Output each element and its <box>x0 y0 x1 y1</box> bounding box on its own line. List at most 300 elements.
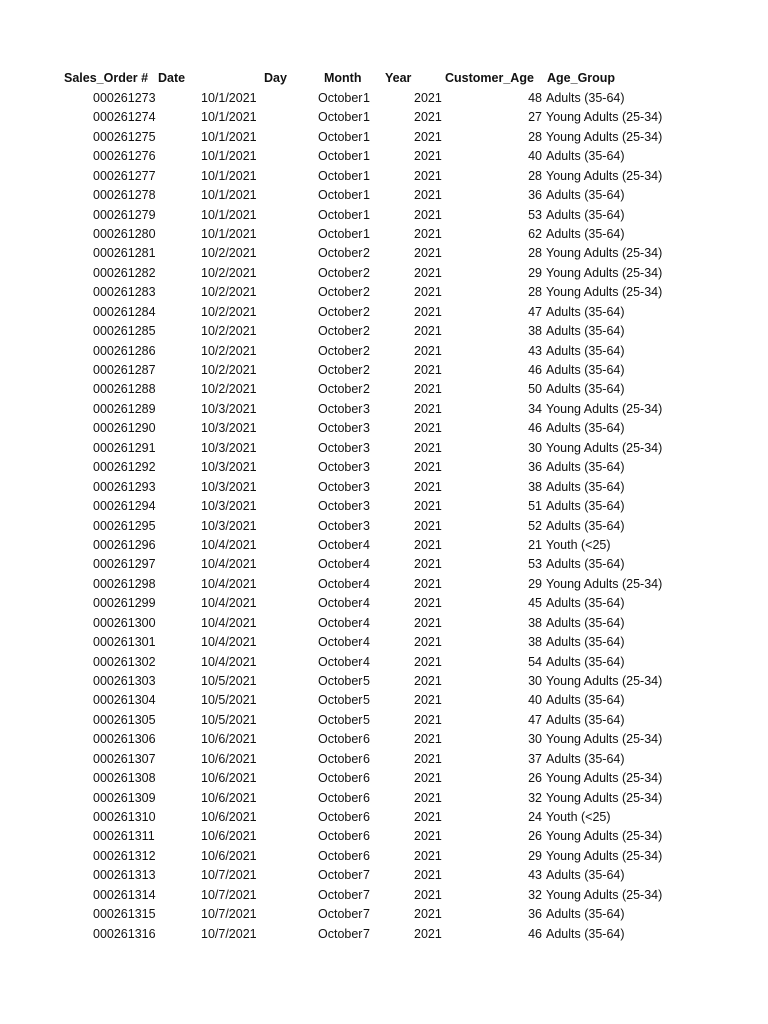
cell-customer-age: 29 <box>528 848 542 863</box>
cell-month: October <box>318 673 363 688</box>
cell-customer-age: 48 <box>528 91 542 105</box>
table-row <box>0 244 768 263</box>
cell-age-group: Adults (35-64) <box>546 363 625 377</box>
cell-year: 2021 <box>414 343 442 358</box>
cell-sales-order: 000261310 <box>93 809 156 824</box>
cell-age-group: Young Adults (25-34) <box>546 110 663 125</box>
cell-customer-age: 46 <box>528 421 542 436</box>
cell-year: 2021 <box>414 91 442 105</box>
cell-customer-age: 28 <box>528 285 542 300</box>
cell-sales-order: 000261284 <box>93 304 156 319</box>
cell-age-group: Adults (35-64) <box>546 343 625 358</box>
cell-day: 1 <box>363 168 370 183</box>
cell-sales-order: 000261283 <box>93 285 156 300</box>
cell-customer-age: 54 <box>528 654 542 669</box>
cell-day: 4 <box>363 635 370 649</box>
header-year: Year <box>385 71 412 85</box>
cell-year: 2021 <box>414 673 442 688</box>
cell-day: 3 <box>363 421 370 436</box>
cell-customer-age: 62 <box>528 227 542 241</box>
cell-sales-order: 000261315 <box>93 907 156 922</box>
cell-sales-order: 000261294 <box>93 499 156 513</box>
cell-customer-age: 52 <box>528 518 542 533</box>
cell-day: 4 <box>363 557 370 572</box>
cell-month: October <box>318 479 363 494</box>
cell-month: October <box>318 129 363 144</box>
table-row <box>0 225 768 244</box>
cell-customer-age: 27 <box>528 110 542 125</box>
cell-year: 2021 <box>414 926 442 941</box>
cell-customer-age: 47 <box>528 304 542 319</box>
cell-month: October <box>318 693 363 708</box>
cell-age-group: Adults (35-64) <box>546 926 625 941</box>
cell-month: October <box>318 907 363 922</box>
cell-year: 2021 <box>414 227 442 241</box>
cell-customer-age: 30 <box>528 440 542 455</box>
cell-date: 10/3/2021 <box>201 499 257 513</box>
table-row <box>0 419 768 438</box>
table-row <box>0 905 768 924</box>
cell-age-group: Adults (35-64) <box>546 460 625 475</box>
cell-date: 10/4/2021 <box>201 557 257 572</box>
cell-month: October <box>318 926 363 941</box>
cell-year: 2021 <box>414 596 442 611</box>
table-row <box>0 303 768 322</box>
cell-year: 2021 <box>414 188 442 203</box>
cell-day: 6 <box>363 751 370 766</box>
cell-day: 6 <box>363 809 370 824</box>
cell-age-group: Adults (35-64) <box>546 188 625 203</box>
cell-sales-order: 000261309 <box>93 790 156 805</box>
cell-date: 10/6/2021 <box>201 751 257 766</box>
cell-month: October <box>318 790 363 805</box>
cell-day: 3 <box>363 401 370 416</box>
cell-age-group: Adults (35-64) <box>546 635 625 649</box>
table-row <box>0 478 768 497</box>
cell-day: 1 <box>363 110 370 125</box>
table-row <box>0 108 768 127</box>
cell-sales-order: 000261279 <box>93 207 156 222</box>
cell-sales-order: 000261299 <box>93 596 156 611</box>
table-row <box>0 147 768 166</box>
table-row <box>0 769 768 788</box>
cell-date: 10/7/2021 <box>201 907 257 922</box>
cell-sales-order: 000261296 <box>93 537 156 552</box>
cell-customer-age: 21 <box>528 537 542 552</box>
table-row <box>0 458 768 477</box>
cell-day: 4 <box>363 615 370 630</box>
cell-month: October <box>318 207 363 222</box>
cell-day: 2 <box>363 304 370 319</box>
cell-age-group: Adults (35-64) <box>546 149 625 164</box>
cell-age-group: Young Adults (25-34) <box>546 401 663 416</box>
cell-date: 10/7/2021 <box>201 887 257 902</box>
cell-date: 10/6/2021 <box>201 732 257 747</box>
cell-day: 6 <box>363 790 370 805</box>
cell-month: October <box>318 771 363 785</box>
cell-date: 10/2/2021 <box>201 324 257 339</box>
cell-customer-age: 24 <box>528 809 542 824</box>
table-row <box>0 886 768 905</box>
cell-day: 5 <box>363 693 370 708</box>
table-row <box>0 439 768 458</box>
cell-month: October <box>318 246 363 261</box>
cell-date: 10/2/2021 <box>201 265 257 280</box>
cell-day: 1 <box>363 129 370 144</box>
table-row <box>0 653 768 672</box>
cell-year: 2021 <box>414 285 442 300</box>
cell-date: 10/5/2021 <box>201 673 257 688</box>
cell-year: 2021 <box>414 771 442 785</box>
cell-date: 10/6/2021 <box>201 848 257 863</box>
cell-date: 10/4/2021 <box>201 635 257 649</box>
cell-sales-order: 000261281 <box>93 246 156 261</box>
cell-sales-order: 000261298 <box>93 576 156 591</box>
cell-month: October <box>318 654 363 669</box>
cell-day: 3 <box>363 440 370 455</box>
cell-sales-order: 000261275 <box>93 129 156 144</box>
cell-year: 2021 <box>414 324 442 339</box>
cell-sales-order: 000261304 <box>93 693 156 708</box>
cell-customer-age: 30 <box>528 673 542 688</box>
cell-age-group: Young Adults (25-34) <box>546 265 663 280</box>
header-day: Day <box>264 71 287 85</box>
table-row <box>0 750 768 769</box>
table-row <box>0 594 768 613</box>
cell-sales-order: 000261287 <box>93 363 156 377</box>
cell-customer-age: 26 <box>528 771 542 785</box>
cell-customer-age: 28 <box>528 129 542 144</box>
cell-date: 10/6/2021 <box>201 790 257 805</box>
cell-age-group: Young Adults (25-34) <box>546 576 663 591</box>
cell-age-group: Young Adults (25-34) <box>546 848 663 863</box>
cell-date: 10/7/2021 <box>201 926 257 941</box>
cell-date: 10/5/2021 <box>201 693 257 708</box>
cell-customer-age: 37 <box>528 751 542 766</box>
cell-month: October <box>318 401 363 416</box>
cell-age-group: Adults (35-64) <box>546 421 625 436</box>
cell-age-group: Young Adults (25-34) <box>546 168 663 183</box>
cell-year: 2021 <box>414 576 442 591</box>
cell-customer-age: 47 <box>528 712 542 727</box>
cell-customer-age: 36 <box>528 460 542 475</box>
cell-month: October <box>318 285 363 300</box>
cell-date: 10/3/2021 <box>201 479 257 494</box>
cell-age-group: Adults (35-64) <box>546 907 625 922</box>
header-date: Date <box>158 71 186 85</box>
table-row <box>0 89 768 108</box>
cell-year: 2021 <box>414 693 442 708</box>
cell-year: 2021 <box>414 557 442 572</box>
cell-age-group: Young Adults (25-34) <box>546 790 663 805</box>
cell-year: 2021 <box>414 129 442 144</box>
cell-customer-age: 46 <box>528 926 542 941</box>
cell-year: 2021 <box>414 654 442 669</box>
table-row <box>0 808 768 827</box>
cell-day: 1 <box>363 207 370 222</box>
header-age-group: Age_Group <box>547 71 616 85</box>
cell-day: 6 <box>363 848 370 863</box>
cell-year: 2021 <box>414 712 442 727</box>
cell-day: 2 <box>363 363 370 377</box>
cell-age-group: Adults (35-64) <box>546 91 625 105</box>
cell-month: October <box>318 168 363 183</box>
table-row <box>0 711 768 730</box>
cell-sales-order: 000261302 <box>93 654 156 669</box>
cell-year: 2021 <box>414 382 442 397</box>
cell-sales-order: 000261313 <box>93 868 156 883</box>
cell-date: 10/4/2021 <box>201 537 257 552</box>
cell-day: 2 <box>363 285 370 300</box>
cell-year: 2021 <box>414 460 442 475</box>
table-header-row <box>0 69 768 88</box>
cell-sales-order: 000261274 <box>93 110 156 125</box>
cell-year: 2021 <box>414 479 442 494</box>
cell-date: 10/6/2021 <box>201 771 257 785</box>
table-row <box>0 400 768 419</box>
cell-month: October <box>318 499 363 513</box>
cell-month: October <box>318 596 363 611</box>
cell-month: October <box>318 343 363 358</box>
cell-year: 2021 <box>414 635 442 649</box>
cell-month: October <box>318 712 363 727</box>
table-row <box>0 167 768 186</box>
table-row <box>0 847 768 866</box>
cell-age-group: Young Adults (25-34) <box>546 771 663 785</box>
cell-customer-age: 53 <box>528 557 542 572</box>
cell-customer-age: 32 <box>528 887 542 902</box>
cell-age-group: Adults (35-64) <box>546 596 625 611</box>
cell-date: 10/1/2021 <box>201 110 257 125</box>
cell-date: 10/2/2021 <box>201 246 257 261</box>
cell-year: 2021 <box>414 615 442 630</box>
cell-age-group: Adults (35-64) <box>546 207 625 222</box>
cell-day: 4 <box>363 537 370 552</box>
cell-customer-age: 38 <box>528 324 542 339</box>
cell-year: 2021 <box>414 421 442 436</box>
cell-day: 3 <box>363 460 370 475</box>
cell-customer-age: 29 <box>528 265 542 280</box>
cell-age-group: Adults (35-64) <box>546 557 625 572</box>
cell-year: 2021 <box>414 868 442 883</box>
table-row <box>0 789 768 808</box>
cell-day: 1 <box>363 91 370 105</box>
cell-month: October <box>318 265 363 280</box>
cell-sales-order: 000261308 <box>93 771 156 785</box>
cell-sales-order: 000261289 <box>93 401 156 416</box>
table-row <box>0 633 768 652</box>
table-row <box>0 361 768 380</box>
cell-day: 2 <box>363 324 370 339</box>
cell-date: 10/1/2021 <box>201 91 257 105</box>
cell-month: October <box>318 848 363 863</box>
cell-customer-age: 34 <box>528 401 542 416</box>
cell-day: 7 <box>363 907 370 922</box>
table-row <box>0 322 768 341</box>
cell-year: 2021 <box>414 790 442 805</box>
table-row <box>0 672 768 691</box>
cell-date: 10/1/2021 <box>201 168 257 183</box>
cell-year: 2021 <box>414 732 442 747</box>
table-row <box>0 283 768 302</box>
cell-age-group: Adults (35-64) <box>546 751 625 766</box>
cell-sales-order: 000261278 <box>93 188 156 203</box>
cell-sales-order: 000261290 <box>93 421 156 436</box>
cell-day: 2 <box>363 265 370 280</box>
cell-month: October <box>318 363 363 377</box>
cell-day: 4 <box>363 654 370 669</box>
cell-year: 2021 <box>414 110 442 125</box>
cell-age-group: Youth (<25) <box>546 809 611 824</box>
cell-month: October <box>318 615 363 630</box>
cell-age-group: Adults (35-64) <box>546 479 625 494</box>
table-row <box>0 264 768 283</box>
cell-day: 3 <box>363 499 370 513</box>
cell-date: 10/4/2021 <box>201 654 257 669</box>
cell-day: 7 <box>363 926 370 941</box>
cell-customer-age: 50 <box>528 382 542 397</box>
cell-date: 10/1/2021 <box>201 149 257 164</box>
cell-age-group: Adults (35-64) <box>546 304 625 319</box>
cell-year: 2021 <box>414 518 442 533</box>
cell-date: 10/3/2021 <box>201 460 257 475</box>
cell-sales-order: 000261286 <box>93 343 156 358</box>
cell-day: 3 <box>363 518 370 533</box>
cell-age-group: Adults (35-64) <box>546 868 625 883</box>
cell-month: October <box>318 91 363 105</box>
table-row <box>0 614 768 633</box>
cell-sales-order: 000261303 <box>93 673 156 688</box>
cell-age-group: Young Adults (25-34) <box>546 246 663 261</box>
cell-year: 2021 <box>414 499 442 513</box>
cell-month: October <box>318 188 363 203</box>
cell-age-group: Adults (35-64) <box>546 654 625 669</box>
cell-day: 4 <box>363 596 370 611</box>
table-row <box>0 925 768 944</box>
cell-sales-order: 000261288 <box>93 382 156 397</box>
cell-age-group: Youth (<25) <box>546 537 611 552</box>
cell-month: October <box>318 518 363 533</box>
cell-sales-order: 000261305 <box>93 712 156 727</box>
cell-month: October <box>318 382 363 397</box>
cell-customer-age: 51 <box>528 499 542 513</box>
cell-sales-order: 000261295 <box>93 518 156 533</box>
cell-age-group: Adults (35-64) <box>546 693 625 708</box>
cell-customer-age: 26 <box>528 829 542 844</box>
cell-age-group: Young Adults (25-34) <box>546 887 663 902</box>
cell-month: October <box>318 227 363 241</box>
cell-day: 5 <box>363 712 370 727</box>
cell-year: 2021 <box>414 829 442 844</box>
cell-month: October <box>318 110 363 125</box>
table-row <box>0 497 768 516</box>
cell-day: 1 <box>363 149 370 164</box>
cell-customer-age: 46 <box>528 363 542 377</box>
cell-year: 2021 <box>414 887 442 902</box>
cell-customer-age: 40 <box>528 149 542 164</box>
cell-age-group: Young Adults (25-34) <box>546 829 663 844</box>
cell-sales-order: 000261273 <box>93 91 156 105</box>
cell-customer-age: 38 <box>528 615 542 630</box>
cell-date: 10/2/2021 <box>201 363 257 377</box>
cell-sales-order: 000261314 <box>93 887 156 902</box>
cell-date: 10/2/2021 <box>201 343 257 358</box>
cell-day: 1 <box>363 188 370 203</box>
cell-sales-order: 000261301 <box>93 635 156 649</box>
cell-sales-order: 000261285 <box>93 324 156 339</box>
cell-month: October <box>318 868 363 883</box>
table-row <box>0 691 768 710</box>
cell-year: 2021 <box>414 265 442 280</box>
cell-month: October <box>318 460 363 475</box>
table-row <box>0 380 768 399</box>
cell-customer-age: 36 <box>528 907 542 922</box>
cell-sales-order: 000261280 <box>93 227 156 241</box>
cell-day: 5 <box>363 673 370 688</box>
cell-day: 7 <box>363 868 370 883</box>
cell-day: 6 <box>363 771 370 785</box>
cell-sales-order: 000261311 <box>93 829 155 844</box>
cell-date: 10/3/2021 <box>201 518 257 533</box>
cell-month: October <box>318 304 363 319</box>
cell-month: October <box>318 829 363 844</box>
cell-sales-order: 000261282 <box>93 265 156 280</box>
cell-customer-age: 43 <box>528 868 542 883</box>
cell-sales-order: 000261291 <box>93 440 156 455</box>
cell-sales-order: 000261277 <box>93 168 156 183</box>
cell-date: 10/4/2021 <box>201 615 257 630</box>
cell-month: October <box>318 440 363 455</box>
cell-month: October <box>318 557 363 572</box>
cell-age-group: Adults (35-64) <box>546 227 625 241</box>
table-row <box>0 186 768 205</box>
cell-date: 10/3/2021 <box>201 440 257 455</box>
cell-date: 10/6/2021 <box>201 829 257 844</box>
cell-month: October <box>318 421 363 436</box>
cell-sales-order: 000261292 <box>93 460 156 475</box>
cell-year: 2021 <box>414 149 442 164</box>
cell-customer-age: 38 <box>528 479 542 494</box>
cell-month: October <box>318 887 363 902</box>
cell-year: 2021 <box>414 848 442 863</box>
cell-sales-order: 000261300 <box>93 615 156 630</box>
cell-sales-order: 000261297 <box>93 557 156 572</box>
cell-customer-age: 40 <box>528 693 542 708</box>
cell-day: 6 <box>363 829 370 844</box>
cell-customer-age: 38 <box>528 635 542 649</box>
header-month: Month <box>324 71 362 85</box>
cell-customer-age: 32 <box>528 790 542 805</box>
cell-day: 4 <box>363 576 370 591</box>
cell-date: 10/7/2021 <box>201 868 257 883</box>
cell-year: 2021 <box>414 304 442 319</box>
table-row <box>0 730 768 749</box>
cell-year: 2021 <box>414 907 442 922</box>
cell-age-group: Young Adults (25-34) <box>546 440 663 455</box>
cell-day: 2 <box>363 246 370 261</box>
cell-month: October <box>318 537 363 552</box>
cell-year: 2021 <box>414 246 442 261</box>
cell-day: 2 <box>363 343 370 358</box>
cell-day: 6 <box>363 732 370 747</box>
header-sales-order: Sales_Order # <box>64 71 149 85</box>
cell-age-group: Adults (35-64) <box>546 324 625 339</box>
cell-date: 10/2/2021 <box>201 304 257 319</box>
cell-customer-age: 28 <box>528 246 542 261</box>
cell-year: 2021 <box>414 363 442 377</box>
table-row <box>0 517 768 536</box>
header-customer-age: Customer_Age <box>445 71 534 85</box>
